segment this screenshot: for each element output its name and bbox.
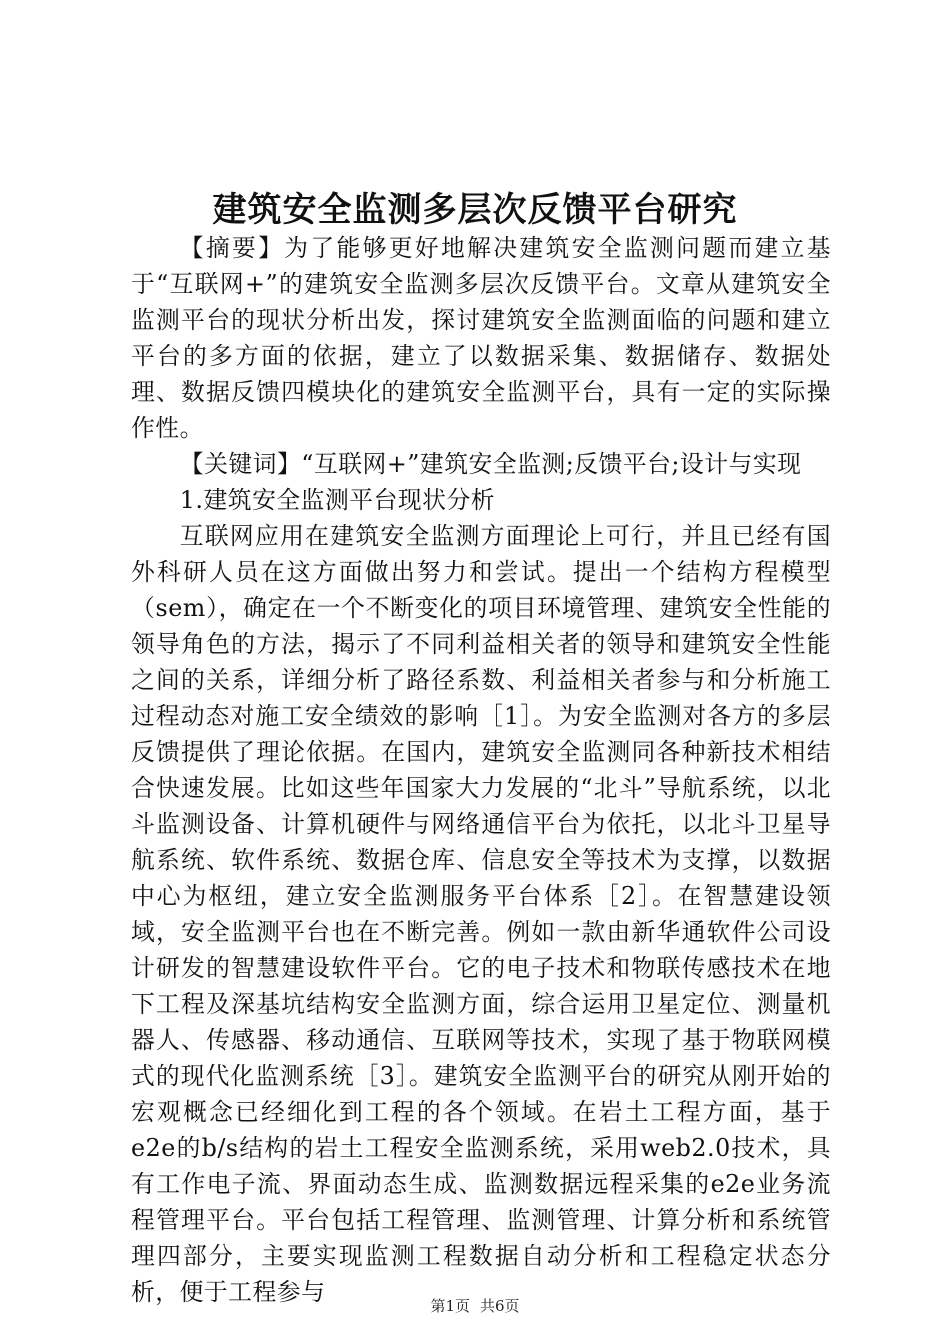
document-body xyxy=(131,230,831,1310)
body-paragraph: 互联网应用在建筑安全监测方面理论上可行，并且已经有国外科研人员在这方面做出努力和尝试。提出一个结构方程模型（sem），确定在一个不断变化的项目环境管理、建筑安全性能的领导角色的方法，揭示了不同利益相关者的领导和建筑安全性能之间的关系，详细分析了路径系数、利益相关者参与和分析施工过程动态对施工安全绩效的影响［1］。为安全监测对各方的多层反馈提供了理论依据。在国内，建筑安全监测同各种新技术相结合快速发展。比如这些年国家大力发展的“北斗”导航系统，以北斗监测设备、计算机硬件与网络通信平台为依托，以北斗卫星导航系统、软件系统、数据仓库、信息安全等技术为支撑，以数据中心为枢纽，建立安全监测服务平台体系［2］。在智慧建设领域，安全监测平台也在不断完善。例如一款由新华通软件公司设计研发的智慧建设软件平台。它的电子技术和物联传感技术在地下工程及深基坑结构安全监测方面，综合运用卫星定位、测量机器人、传感器、移动通信、互联网等技术，实现了基于物联网模式的现代化监测系统［3］。建筑安全监测平台的研究从刚开始的宏观概念已经细化到工程的各个领域。在岩土工程方面，基于e2e的b/s结构的岩土工程安全监测系统，采用web2.0技术，具有工作电子流、界面动态生成、监测数据远程采集的e2e业务流程管理平台。平台包括工程管理、监测管理、计算分析和系统管理四部分，主要实现监测工程数据自动分析和工程稳定状态分析，便于工程参与 xyxy=(131,522,831,1306)
section-heading: 1.建筑安全监测平台现状分析 xyxy=(179,486,496,514)
page-footer xyxy=(0,1296,950,1316)
document-title: 建筑安全监测多层次反馈平台研究 xyxy=(212,190,738,230)
page-total: 共6页 xyxy=(480,1297,520,1315)
keywords-paragraph: 【关键词】“互联网+”建筑安全监测;反馈平台;设计与实现 xyxy=(179,450,802,478)
page-number: 第1页 xyxy=(430,1297,470,1315)
abstract-paragraph: 【摘要】为了能够更好地解决建筑安全监测问题而建立基于“互联网+”的建筑安全监测多层次反馈平台。文章从建筑安全监测平台的现状分析出发，探讨建筑安全监测面临的问题和建立平台的多方面的依据，建立了以数据采集、数据储存、数据处理、数据反馈四模块化的建筑安全监测平台，具有一定的实际操作性。 xyxy=(131,234,831,442)
